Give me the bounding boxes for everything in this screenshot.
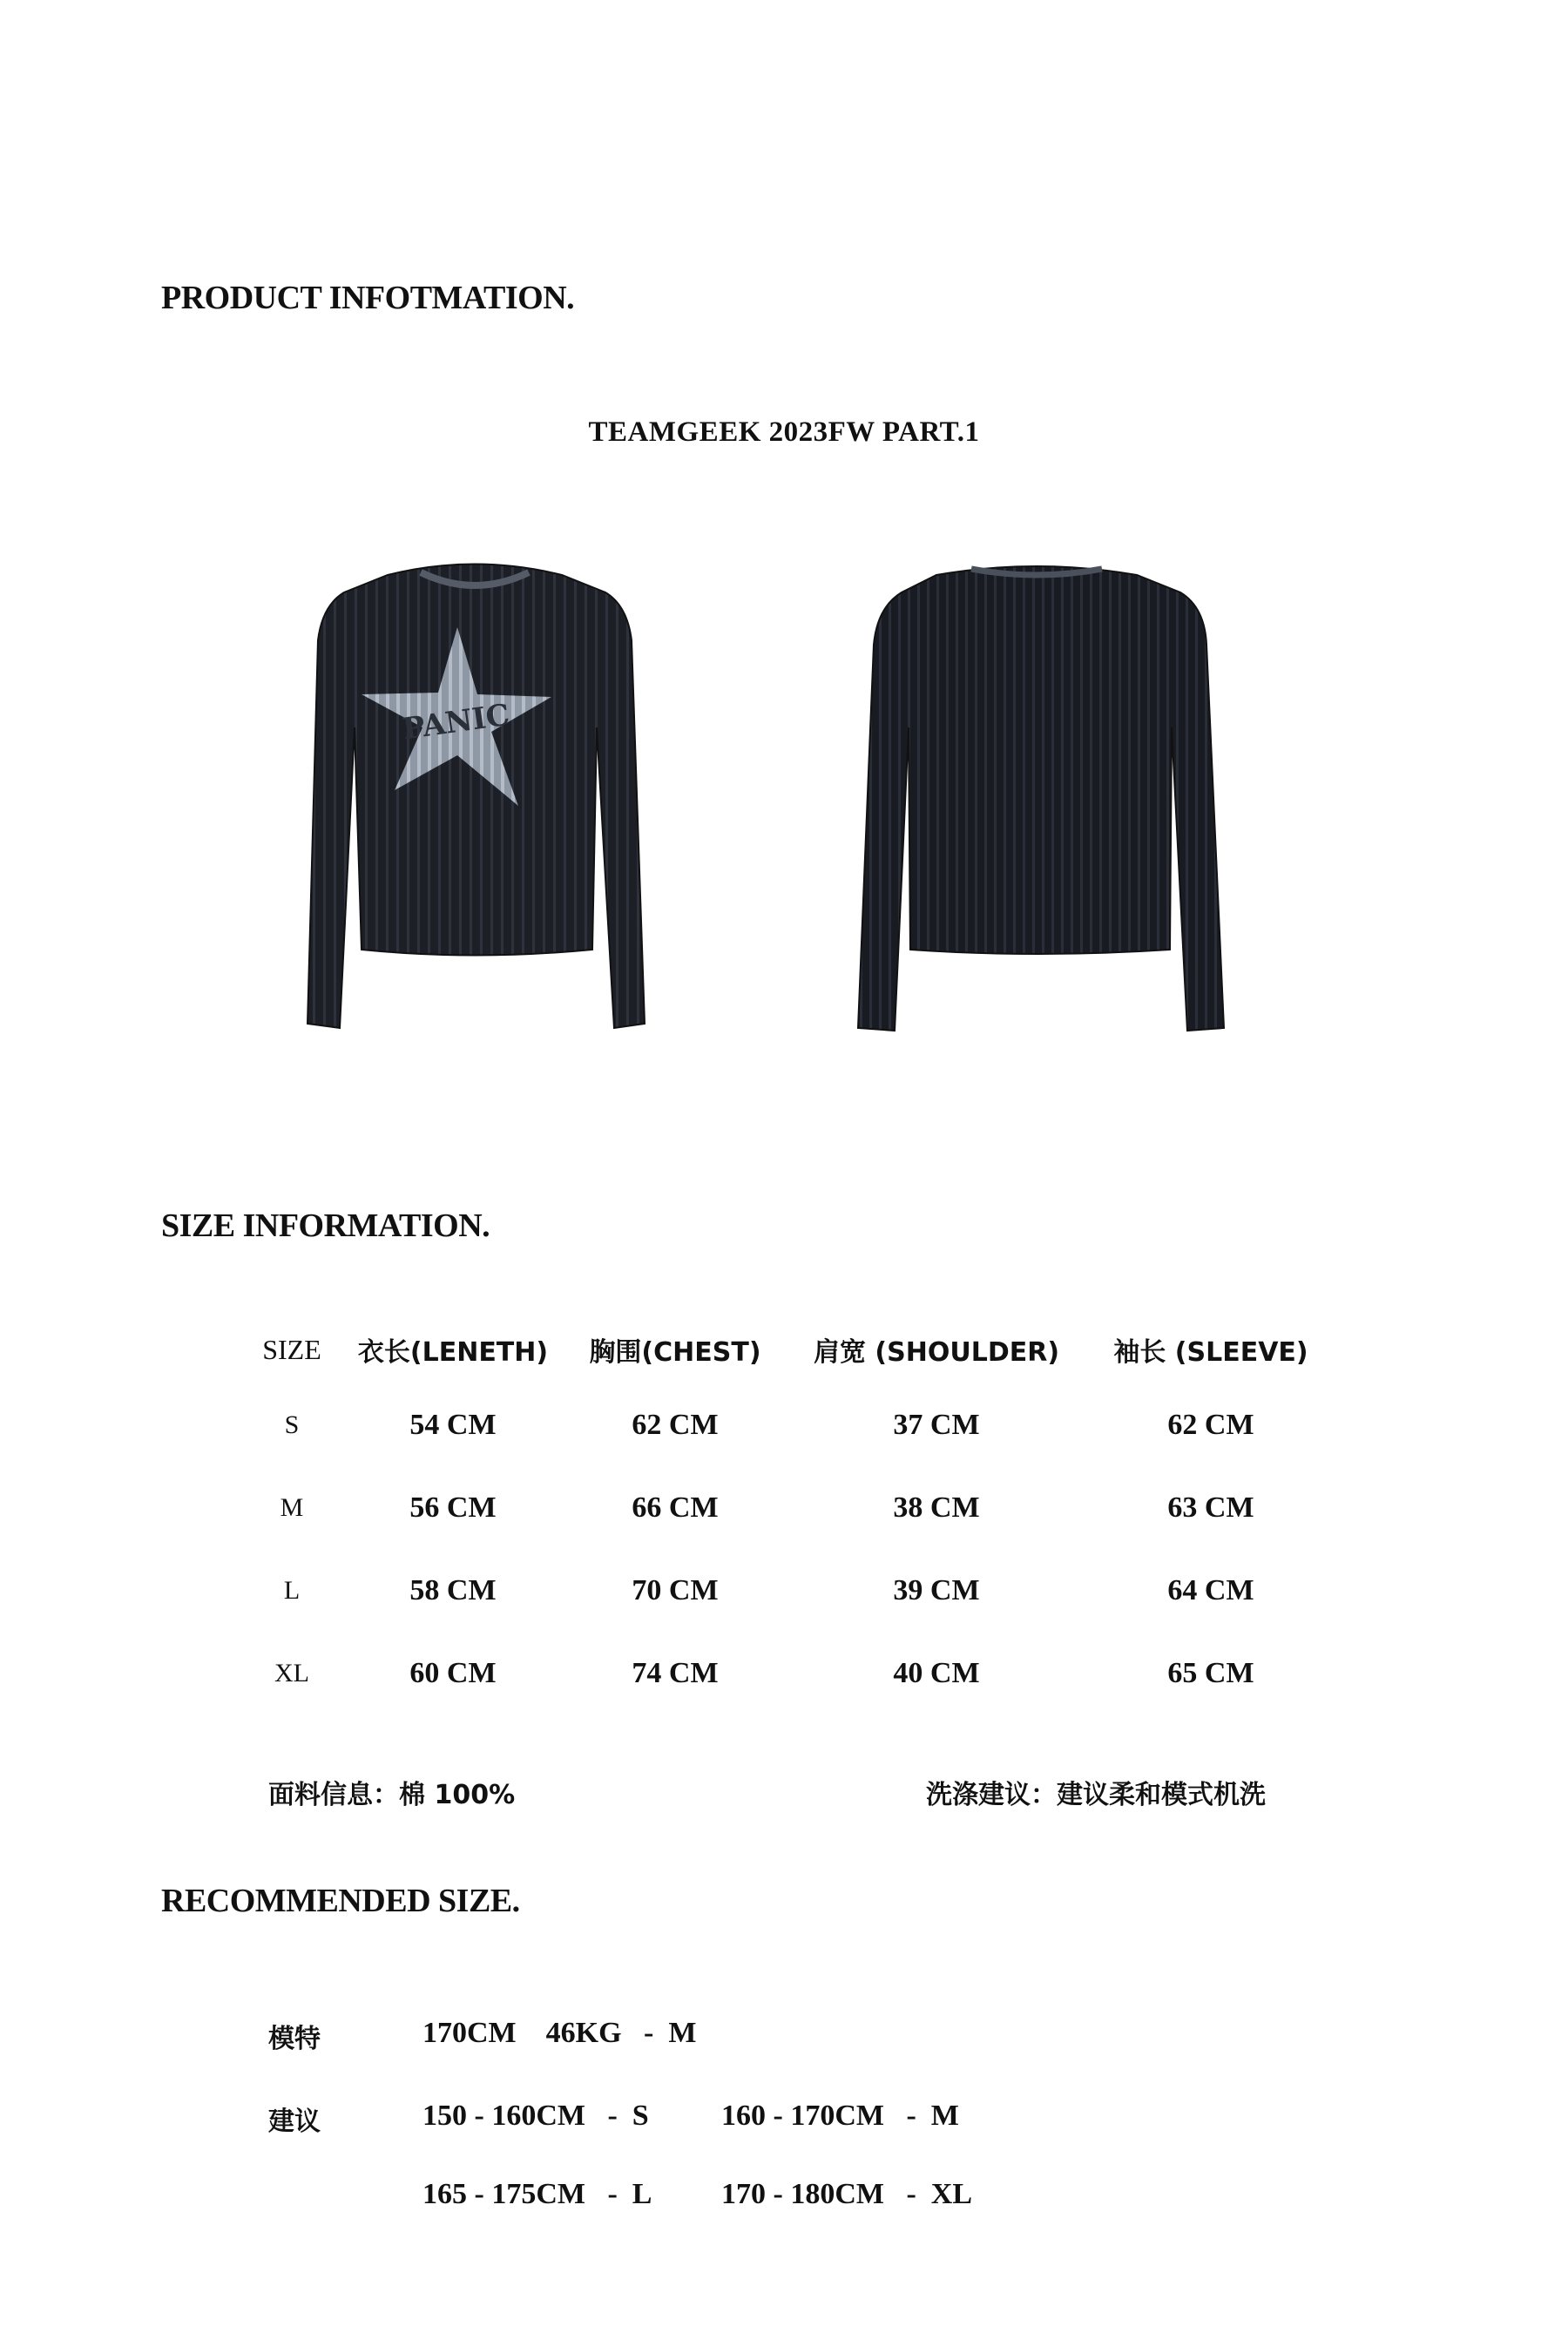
sleeve-cell: 64 CM bbox=[1167, 1573, 1254, 1606]
suggest-m: 160 - 170CM - M bbox=[721, 2100, 959, 2132]
header-shoulder: 肩宽 (SHOULDER) bbox=[813, 1337, 1060, 1368]
table-row bbox=[240, 1632, 1337, 1714]
header-length: 衣长(LENETH) bbox=[357, 1337, 549, 1368]
model-value: 170CM 46KG - M bbox=[422, 2017, 697, 2049]
sleeve-cell: 63 CM bbox=[1167, 1491, 1254, 1524]
shoulder-cell: 37 CM bbox=[893, 1408, 980, 1441]
star-graphic-text: PANIC bbox=[400, 697, 512, 747]
product-info-title: PRODUCT INFOTMATION. bbox=[161, 280, 575, 316]
suggest-label: 建议 bbox=[268, 2107, 321, 2137]
length-cell: 58 CM bbox=[409, 1573, 497, 1606]
suggest-l: 165 - 175CM - L bbox=[422, 2178, 652, 2210]
header-size: SIZE bbox=[262, 1333, 321, 1365]
header-chest: 胸围(CHEST) bbox=[589, 1337, 761, 1368]
size-cell: S bbox=[284, 1410, 300, 1439]
sweater-front-image bbox=[292, 553, 658, 1045]
header-sleeve: 袖长 (SLEEVE) bbox=[1113, 1337, 1308, 1368]
length-cell: 54 CM bbox=[409, 1408, 497, 1441]
size-cell: XL bbox=[274, 1658, 309, 1687]
chest-cell: 74 CM bbox=[632, 1656, 719, 1689]
washing-info: 洗涤建议：建议柔和模式机洗 bbox=[926, 1780, 1266, 1810]
product-subtitle: TEAMGEEK 2023FW PART.1 bbox=[588, 416, 980, 448]
chest-cell: 70 CM bbox=[632, 1573, 719, 1606]
suggest-s: 150 - 160CM - S bbox=[422, 2100, 649, 2132]
shoulder-cell: 39 CM bbox=[893, 1573, 980, 1606]
size-info-title: SIZE INFORMATION. bbox=[161, 1207, 490, 1244]
model-label: 模特 bbox=[268, 2024, 321, 2054]
sweater-front-body bbox=[308, 565, 645, 1029]
sweater-back-image bbox=[841, 553, 1241, 1045]
sleeve-cell: 62 CM bbox=[1167, 1408, 1254, 1441]
chest-cell: 66 CM bbox=[632, 1491, 719, 1524]
length-cell: 60 CM bbox=[409, 1656, 497, 1689]
table-row bbox=[240, 1383, 1337, 1466]
size-table-header bbox=[240, 1315, 1337, 1383]
table-row bbox=[240, 1466, 1337, 1549]
sweater-back-body bbox=[858, 566, 1224, 1031]
size-cell: M bbox=[280, 1492, 304, 1522]
suggest-xl: 170 - 180CM - XL bbox=[721, 2178, 973, 2210]
sleeve-cell: 65 CM bbox=[1167, 1656, 1254, 1689]
size-cell: L bbox=[283, 1575, 301, 1605]
chest-cell: 62 CM bbox=[632, 1408, 719, 1441]
recommended-size-title: RECOMMENDED SIZE. bbox=[161, 1883, 520, 1919]
length-cell: 56 CM bbox=[409, 1491, 497, 1524]
shoulder-cell: 38 CM bbox=[893, 1491, 980, 1524]
fabric-info: 面料信息：棉 100% bbox=[268, 1780, 516, 1810]
shoulder-cell: 40 CM bbox=[893, 1656, 980, 1689]
size-table bbox=[240, 1315, 1337, 1714]
table-row bbox=[240, 1549, 1337, 1632]
